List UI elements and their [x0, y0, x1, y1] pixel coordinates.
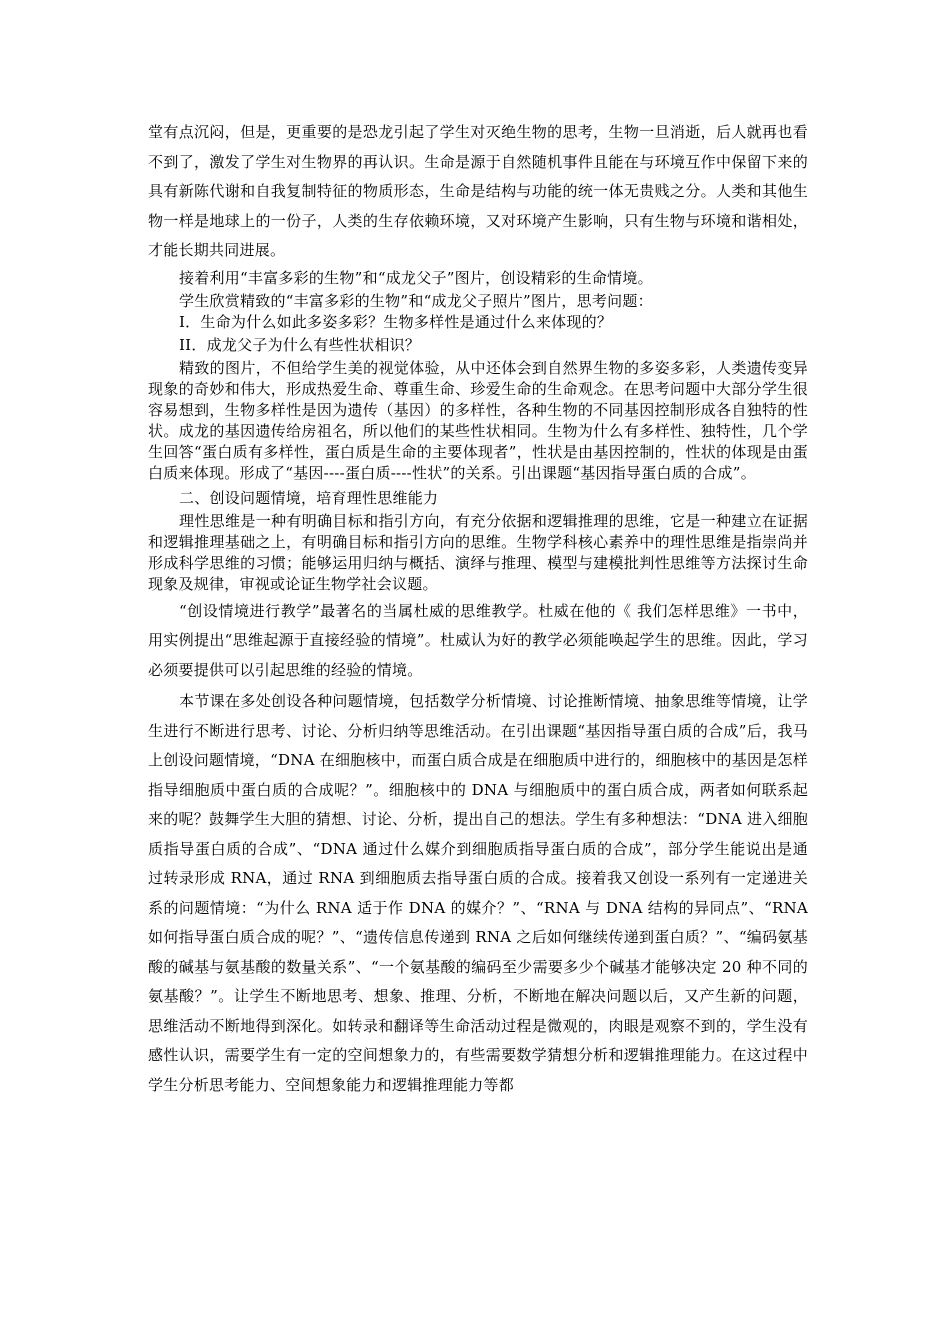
document-body: [148, 118, 808, 1100]
paragraph-lesson-design: 本节课在多处创设各种问题情境，包括数学分析情境、讨论推断情境、抽象思维等情境，让学生进行不断进行思考、讨论、分析归纳等思维活动。在引出课题“基因指导蛋白质的合成”后，我马上创设问题情境，“DNA 在细胞核中，而蛋白质合成是在细胞质中进行的，细胞核中的基因是怎样指导细胞质中蛋白质的合成呢？”。细胞核中的 DNA 与细胞质中的蛋白质合成，两者如何联系起来的呢？鼓舞学生大胆的猜想、讨论、分析，提出自己的想法。学生有多种想法：“DNA 进入细胞质指导蛋白质的合成”、“DNA 通过什么媒介到细胞质指导蛋白质的合成”，部分学生能说出是通过转录形成 RNA，通过 RNA 到细胞质去指导蛋白质的合成。接着我又创设一系列有一定递进关系的问题情境：“为什么 RNA 适于作 DNA 的媒介？”、“RNA 与 DNA 结构的异同点”、“RNA 如何指导蛋白质合成的呢？”、“遗传信息传递到 RNA 之后如何继续传递到蛋白质？”、“编码氨基酸的碱基与氨基酸的数量关系”、“一个氨基酸的编码至少需要多少个碱基才能够决定 20 种不同的氨基酸？”。让学生不断地思考、想象、推理、分析，不断地在解决问题以后，又产生新的问题，思维活动不断地得到深化。如转录和翻译等生命活动过程是微观的，肉眼是观察不到的，学生没有感性认识，需要学生有一定的空间想象力的，有些需要数学猜想分析和逻辑推理能力。在这过程中学生分析思考能力、空间想象能力和逻辑推理能力等都: [148, 692, 808, 1094]
paragraph-image-discussion: 精致的图片，不但给学生美的视觉体验，从中还体会到自然界生物的多姿多彩，人类遗传变异现象的奇妙和伟大，形成热爱生命、尊重生命、珍爱生命的生命观念。在思考问题中大部分学生很容易想到，生物多样性是因为遗传（基因）的多样性，各种生物的不同基因控制形成各自独特的性状。成龙的基因遗传给房祖名，所以他们的某些性状相同。生物为什么有多样性、独特性，几个学生回答“蛋白质有多样性，蛋白质是生命的主要体现者”，性状是由基因控制的，性状的体现是由蛋白质来体现。形成了“基因----蛋白质----性状”的关系。引出课题“基因指导蛋白质的合成”。: [148, 358, 808, 482]
question-two: II．成龙父子为什么有些性状相识？: [179, 335, 421, 354]
paragraph-image-context: 接着利用“丰富多彩的生物”和“成龙父子”图片，创设精彩的生命情境。: [179, 268, 653, 287]
paragraph-student-viewing: 学生欣赏精致的“丰富多彩的生物”和“成龙父子照片”图片，思考问题：: [179, 291, 653, 310]
paragraph-intro-continued: 堂有点沉闷，但是，更重要的是恐龙引起了学生对灭绝生物的思考，生物一旦消逝，后人就再也看不到了，激发了学生对生物界的再认识。生命是源于自然随机事件且能在与环境互作中保留下来的具有新陈代谢和自我复制特征的物质形态，生命是结构与功能的统一体无贵贱之分。人类和其他生物一样是地球上的一份子，人类的生存依赖环境，又对环境产生影响，只有生物与环境和谐相处，才能长期共同进展。: [148, 123, 808, 259]
question-one: I．生命为什么如此多姿多彩？生物多样性是通过什么来体现的？: [179, 312, 613, 331]
paragraph-dewey: “创设情境进行教学”最著名的当属杜威的思维教学。杜威在他的《 我们怎样思维》一书中，用实例提出“思维起源于直接经验的情境”。杜威认为好的教学必须能唤起学生的思维。因此，学习必须要提供可以引起思维的经验的情境。: [148, 601, 808, 679]
section-heading-two: 二、创设问题情境，培育理性思维能力: [179, 488, 439, 507]
paragraph-rational-thinking: 理性思维是一种有明确目标和指引方向，有充分依据和逻辑推理的思维，它是一种建立在证据和逻辑推理基础之上，有明确目标和指引方向的思维。生物学科核心素养中的理性思维是指崇尚并形成科学思维的习惯；能够运用归纳与概括、演绎与推理、模型与建模批判性思维等方法探讨生命现象及规律，审视或论证生物学社会议题。: [148, 511, 808, 593]
